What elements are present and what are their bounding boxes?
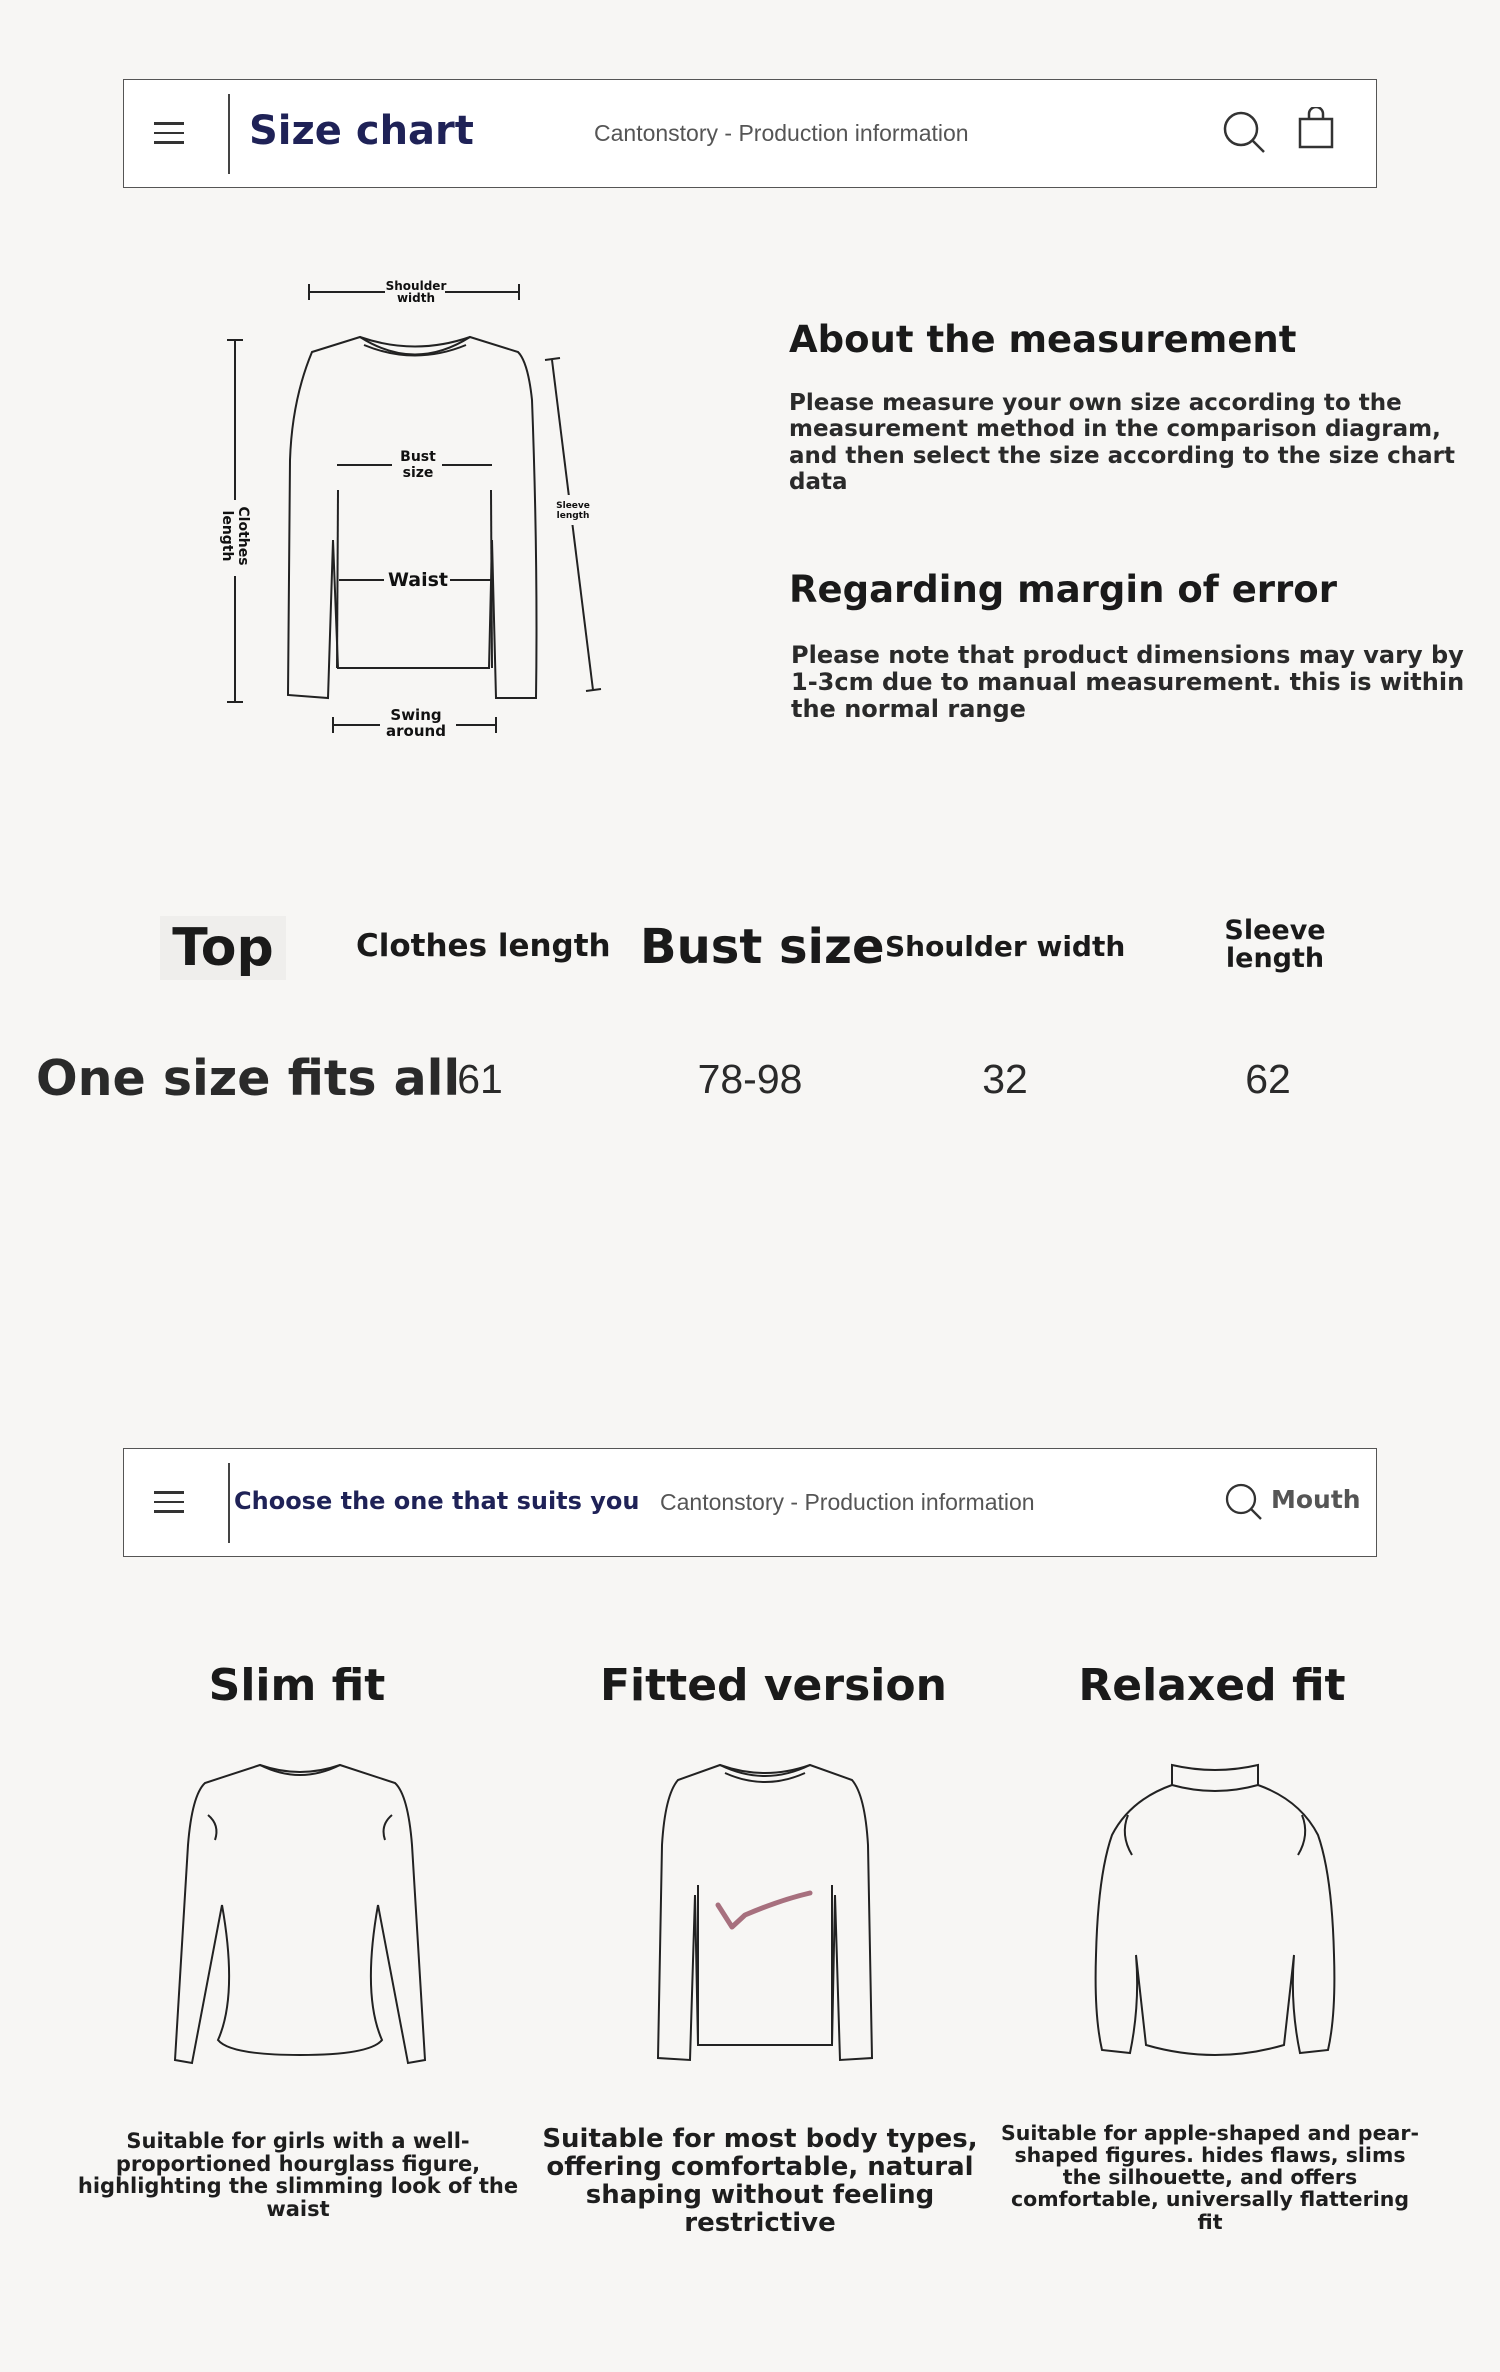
- fit-title-fitted: Fitted version: [600, 1660, 947, 1711]
- about-text: Please measure your own size according to the measurement method in the comparison diagram, and then select the size according to the size chart data: [789, 390, 1456, 496]
- table-header-shoulder-width: Shoulder width: [885, 930, 1126, 963]
- sleeve-length-label: Sleeve: [556, 501, 590, 511]
- table-header-sleeve-length: Sleeve length: [1224, 915, 1326, 975]
- sleeve-length-label-2: length: [556, 511, 590, 521]
- size-one-size-fits-all: One size fits all: [36, 1050, 461, 1107]
- header-divider: [228, 94, 230, 174]
- search-label[interactable]: Mouth: [1271, 1485, 1361, 1514]
- fit-desc-relaxed: Suitable for apple-shaped and pear-shaped figures. hides flaws, slims the silhouette, and offers comfortable, universally flattering fit: [1001, 2121, 1419, 2234]
- about-heading: About the measurement: [789, 318, 1297, 361]
- fit-title-slim: Slim fit: [208, 1660, 386, 1711]
- swing-around-label-2: around: [386, 722, 446, 740]
- shopping-bag-icon[interactable]: [1296, 107, 1336, 151]
- header-subtitle: Cantonstory - Production information: [594, 120, 969, 146]
- shoulder-width-label-2: width: [396, 291, 436, 305]
- clothes-length-label: Clothes: [235, 506, 251, 566]
- header-divider: [228, 1463, 230, 1543]
- value-sleeve-length: 62: [1245, 1056, 1291, 1102]
- fit-desc-slim: Suitable for girls with a well-proportioned hourglass figure, highlighting the slimming look of the waist: [77, 2129, 519, 2222]
- slim-fit-sweater-illustration: [160, 1755, 440, 2065]
- fit-desc-fitted: Suitable for most body types, offering comfortable, natural shaping without feeling restrictive: [542, 2124, 978, 2239]
- clothes-length-label-2: length: [219, 510, 235, 562]
- shoulder-width-label: Shoulder: [385, 279, 447, 293]
- sweater-outline: [288, 337, 537, 698]
- value-bust-size: 78-98: [697, 1056, 803, 1102]
- swing-around-label: Swing: [390, 706, 442, 724]
- value-clothes-length: 61: [457, 1056, 503, 1102]
- value-shoulder-width: 32: [982, 1056, 1028, 1102]
- margin-text: Please note that product dimensions may vary by 1-3cm due to manual measurement. this is within the normal range: [791, 641, 1465, 724]
- bust-size-label-2: size: [402, 465, 434, 481]
- waist-label: Waist: [387, 569, 449, 591]
- header-size-chart: [123, 79, 1377, 188]
- table-header-top: Top: [160, 916, 286, 980]
- measurement-diagram: [200, 270, 620, 750]
- menu-icon[interactable]: [154, 1491, 184, 1515]
- section-title: Choose the one that suits you: [234, 1487, 640, 1515]
- search-icon[interactable]: [1224, 1482, 1264, 1522]
- table-header-clothes-length: Clothes length: [356, 928, 611, 964]
- check-mark-icon: [718, 1893, 810, 1927]
- header-subtitle: Cantonstory - Production information: [660, 1489, 1035, 1515]
- search-icon[interactable]: [1222, 110, 1268, 156]
- fitted-sweater-illustration: [650, 1755, 880, 2065]
- table-header-bust-size: Bust size: [640, 919, 885, 975]
- bust-size-label: Bust: [400, 449, 436, 465]
- fit-title-relaxed: Relaxed fit: [1078, 1660, 1346, 1711]
- page-title: Size chart: [249, 108, 474, 154]
- relaxed-fit-sweater-illustration: [1090, 1755, 1340, 2065]
- menu-icon[interactable]: [154, 122, 184, 146]
- header-choose-fit: [123, 1448, 1377, 1557]
- margin-heading: Regarding margin of error: [789, 568, 1337, 611]
